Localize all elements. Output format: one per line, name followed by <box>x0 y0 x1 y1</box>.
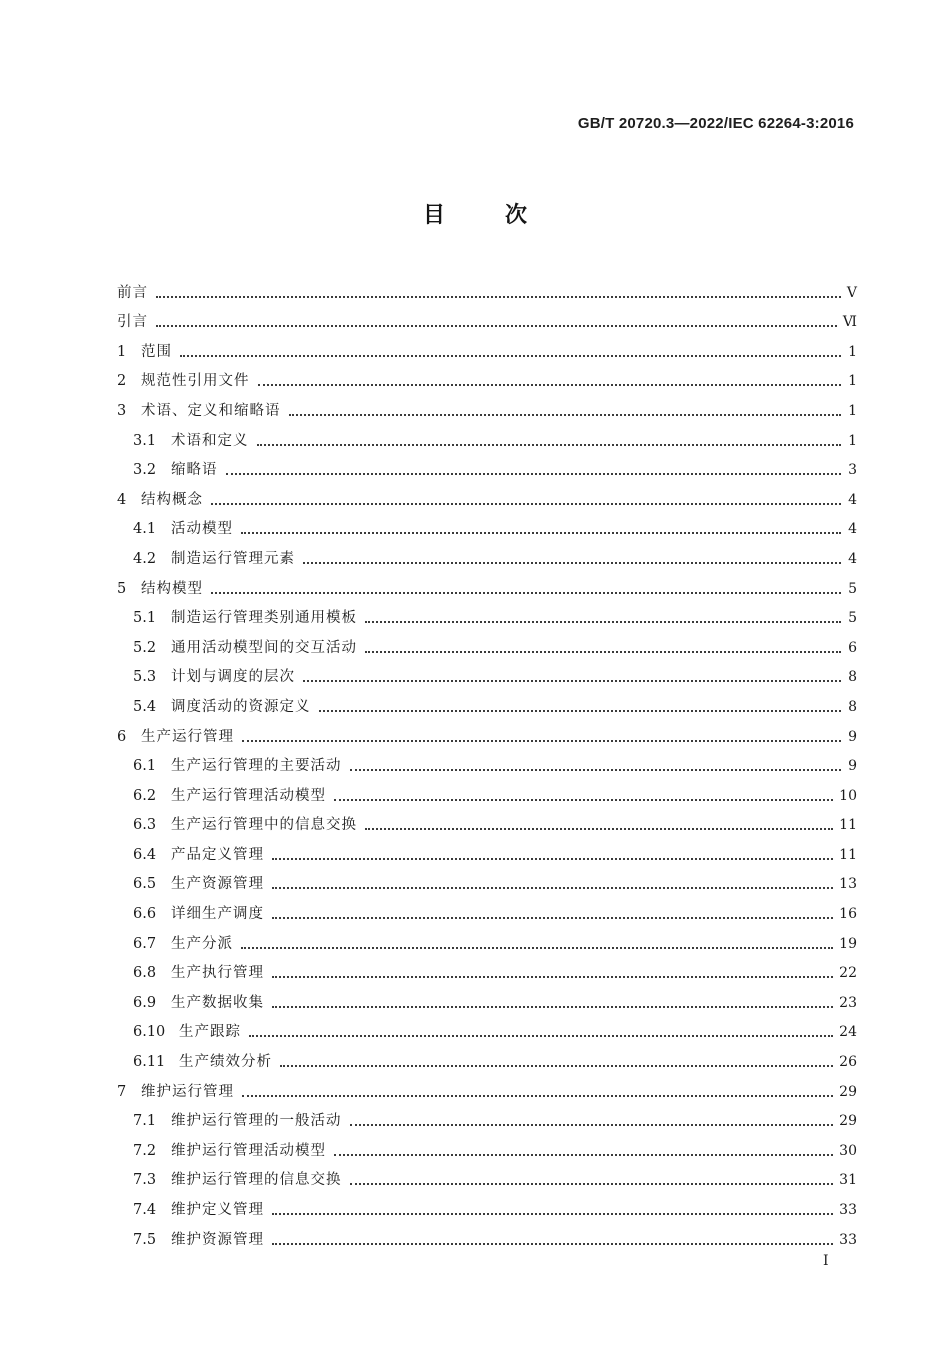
toc-entry-title: 缩略语 <box>171 462 218 479</box>
toc-entry[interactable] <box>117 865 857 895</box>
toc-entry-page: 1 <box>848 432 857 449</box>
toc-entry-title: 生产分派 <box>171 935 233 952</box>
toc-entry-page: 5 <box>848 580 857 597</box>
toc-entry-number: 6.2 <box>133 787 157 804</box>
page-number: Ⅰ <box>823 1253 829 1269</box>
toc-entry-title: 生产运行管理的主要活动 <box>171 758 342 775</box>
toc-entry-page: 13 <box>839 876 857 893</box>
toc-entry-page: 24 <box>839 1024 857 1041</box>
toc-entry-number: 6.8 <box>133 965 157 982</box>
dot-leader <box>272 1213 833 1215</box>
toc-entry[interactable] <box>117 658 857 688</box>
toc-entry-title: 调度活动的资源定义 <box>171 698 311 715</box>
dot-leader <box>257 444 842 446</box>
toc-entry-page: 16 <box>839 906 857 923</box>
toc-entry-number: 3 <box>117 402 127 419</box>
table-of-contents <box>117 273 857 1250</box>
toc-entry-number: 7.4 <box>133 1202 157 1218</box>
toc-entry-number: 7.3 <box>133 1172 157 1189</box>
toc-entry-page: Ⅴ <box>846 284 857 301</box>
toc-entry-title: 生产资源管理 <box>171 876 264 893</box>
toc-entry-title: 结构概念 <box>141 491 203 508</box>
toc-entry-page: 29 <box>839 1113 857 1130</box>
toc-entry[interactable] <box>117 1131 857 1161</box>
toc-entry[interactable] <box>117 1072 857 1102</box>
toc-entry-number: 5.4 <box>133 698 157 715</box>
toc-entry-number: 2 <box>117 373 127 390</box>
toc-entry-title: 结构模型 <box>141 580 203 597</box>
toc-entry-number: 6.4 <box>133 846 157 863</box>
dot-leader <box>334 799 833 801</box>
dot-leader <box>365 651 841 653</box>
dot-leader <box>280 1065 833 1067</box>
toc-entry[interactable] <box>117 391 857 421</box>
toc-entry-page: 4 <box>848 491 857 508</box>
page-title: 目次 <box>422 203 587 228</box>
dot-leader <box>211 503 841 505</box>
toc-entry-number: 6.1 <box>133 758 157 775</box>
toc-entry-page: 9 <box>848 728 857 745</box>
toc-entry-page: 8 <box>848 669 857 686</box>
toc-entry-title: 详细生产调度 <box>171 906 264 923</box>
toc-entry-number: 3.1 <box>133 432 157 449</box>
dot-leader <box>334 1154 833 1156</box>
toc-entry[interactable] <box>117 1102 857 1132</box>
toc-entry[interactable] <box>117 599 857 629</box>
dot-leader <box>365 621 841 623</box>
toc-entry[interactable] <box>117 510 857 540</box>
toc-entry-title: 维护运行管理 <box>141 1083 234 1100</box>
dot-leader <box>156 325 837 327</box>
toc-entry[interactable] <box>117 332 857 362</box>
dot-leader <box>241 947 833 949</box>
toc-entry-page: 23 <box>839 994 857 1011</box>
toc-entry-page: 22 <box>839 965 857 982</box>
toc-entry-number: 7.1 <box>133 1113 157 1130</box>
toc-entry-number: 6.5 <box>133 876 157 893</box>
toc-entry-number: 7.2 <box>133 1142 157 1159</box>
dot-leader <box>272 917 833 919</box>
toc-entry-title: 引言 <box>117 314 148 331</box>
toc-entry-number: 6.7 <box>133 935 157 952</box>
toc-entry-title: 生产运行管理中的信息交换 <box>171 817 357 834</box>
toc-entry-title: 维护运行管理的一般活动 <box>171 1113 342 1130</box>
dot-leader <box>350 1124 834 1126</box>
dot-leader <box>249 1035 833 1037</box>
dot-leader <box>272 1006 833 1008</box>
dot-leader <box>258 384 842 386</box>
dot-leader <box>272 976 833 978</box>
toc-entry-page: 33 <box>839 1231 857 1248</box>
toc-entry-page: 4 <box>848 550 857 567</box>
toc-entry-page: 26 <box>839 1054 857 1071</box>
toc-entry-page: 5 <box>848 610 857 627</box>
toc-entry-page: 29 <box>839 1083 857 1100</box>
toc-entry-number: 6.11 <box>133 1054 166 1071</box>
toc-entry-page: 1 <box>848 343 857 360</box>
toc-entry[interactable] <box>117 806 857 836</box>
toc-entry-title: 维护定义管理 <box>171 1202 264 1218</box>
toc-entry-page: Ⅵ <box>842 314 857 331</box>
dot-leader <box>365 828 833 830</box>
toc-entry-title: 前言 <box>117 284 148 301</box>
toc-entry-number: 5.2 <box>133 639 157 656</box>
toc-entry[interactable] <box>117 273 857 303</box>
toc-entry-page: 8 <box>848 698 857 715</box>
toc-entry-title: 制造运行管理元素 <box>171 550 295 567</box>
dot-leader <box>303 562 841 564</box>
toc-entry-title: 范围 <box>141 343 172 360</box>
toc-entry-page: 9 <box>848 758 857 775</box>
toc-entry[interactable] <box>117 539 857 569</box>
dot-leader <box>226 473 842 475</box>
toc-entry[interactable] <box>117 747 857 777</box>
toc-entry-number: 4.1 <box>133 521 157 538</box>
toc-entry-number: 1 <box>117 343 127 360</box>
toc-entry[interactable] <box>117 924 857 954</box>
toc-entry[interactable] <box>117 776 857 806</box>
dot-leader <box>303 680 841 682</box>
toc-entry-title: 制造运行管理类别通用模板 <box>171 610 357 627</box>
toc-entry-title: 生产绩效分析 <box>179 1054 272 1071</box>
toc-entry[interactable] <box>117 1013 857 1043</box>
toc-entry[interactable] <box>117 451 857 481</box>
toc-entry-page: 33 <box>839 1202 857 1218</box>
dot-leader <box>180 355 841 357</box>
toc-entry-number: 4.2 <box>133 550 157 567</box>
toc-entry-title: 生产跟踪 <box>179 1024 241 1041</box>
toc-entry-number: 7 <box>117 1083 127 1100</box>
toc-entry-title: 产品定义管理 <box>171 846 264 863</box>
toc-entry-number: 6 <box>117 728 127 745</box>
toc-entry[interactable] <box>117 835 857 865</box>
toc-entry-title: 维护运行管理活动模型 <box>171 1142 326 1159</box>
toc-entry-number: 6.3 <box>133 817 157 834</box>
toc-entry-title: 生产执行管理 <box>171 965 264 982</box>
toc-entry[interactable] <box>117 421 857 451</box>
toc-entry-page: 4 <box>848 521 857 538</box>
toc-entry[interactable] <box>117 480 857 510</box>
toc-entry[interactable] <box>117 894 857 924</box>
toc-entry-number: 5.1 <box>133 610 157 627</box>
toc-entry-number: 7.5 <box>133 1231 157 1248</box>
toc-entry[interactable] <box>117 1161 857 1191</box>
toc-entry[interactable] <box>117 983 857 1013</box>
toc-entry-title: 生产运行管理 <box>141 728 234 745</box>
toc-entry-title: 生产运行管理活动模型 <box>171 787 326 804</box>
toc-entry-title: 活动模型 <box>171 521 233 538</box>
dot-leader <box>241 532 841 534</box>
toc-entry-page: 30 <box>839 1142 857 1159</box>
toc-entry-number: 5.3 <box>133 669 157 686</box>
toc-entry-page: 11 <box>839 846 857 863</box>
dot-leader <box>272 887 833 889</box>
toc-entry-page: 31 <box>839 1172 857 1189</box>
toc-entry-number: 5 <box>117 580 127 597</box>
toc-entry[interactable] <box>117 628 857 658</box>
standard-number: GB/T 20720.3—2022/IEC 62264-3:2016 <box>577 115 854 132</box>
toc-entry-page: 19 <box>839 935 857 952</box>
toc-entry[interactable] <box>117 687 857 717</box>
dot-leader <box>272 1243 833 1245</box>
toc-entry[interactable] <box>117 569 857 599</box>
dot-leader <box>350 769 842 771</box>
toc-entry[interactable] <box>117 1190 857 1220</box>
toc-entry-title: 维护资源管理 <box>171 1231 264 1248</box>
dot-leader <box>156 296 841 298</box>
toc-entry[interactable] <box>117 717 857 747</box>
dot-leader <box>289 414 842 416</box>
toc-entry-title: 维护运行管理的信息交换 <box>171 1172 342 1189</box>
dot-leader <box>350 1183 834 1185</box>
toc-entry[interactable] <box>117 303 857 333</box>
toc-entry-number: 4 <box>117 491 127 508</box>
toc-entry-page: 3 <box>848 462 857 479</box>
toc-entry-number: 6.10 <box>133 1024 166 1041</box>
toc-entry-title: 生产数据收集 <box>171 994 264 1011</box>
toc-entry-page: 6 <box>848 639 857 656</box>
toc-entry-page: 11 <box>839 817 857 834</box>
dot-leader <box>319 710 842 712</box>
toc-entry-number: 6.9 <box>133 994 157 1011</box>
dot-leader <box>272 858 833 860</box>
toc-entry[interactable] <box>117 954 857 984</box>
toc-entry[interactable] <box>117 1042 857 1072</box>
toc-entry-page: 10 <box>839 787 857 804</box>
toc-entry-title: 通用活动模型间的交互活动 <box>171 639 357 656</box>
toc-entry-number: 3.2 <box>133 462 157 479</box>
toc-entry-page: 1 <box>848 373 857 390</box>
dot-leader <box>211 592 841 594</box>
toc-entry-title: 计划与调度的层次 <box>171 669 295 686</box>
toc-entry-number: 6.6 <box>133 906 157 923</box>
dot-leader <box>242 740 841 742</box>
dot-leader <box>242 1095 833 1097</box>
toc-entry-title: 规范性引用文件 <box>141 373 250 390</box>
toc-entry[interactable] <box>117 362 857 392</box>
toc-entry-title: 术语和定义 <box>171 432 249 449</box>
toc-entry[interactable] <box>117 1220 857 1250</box>
toc-entry-page: 1 <box>848 402 857 419</box>
toc-entry-title: 术语、定义和缩略语 <box>141 402 281 419</box>
